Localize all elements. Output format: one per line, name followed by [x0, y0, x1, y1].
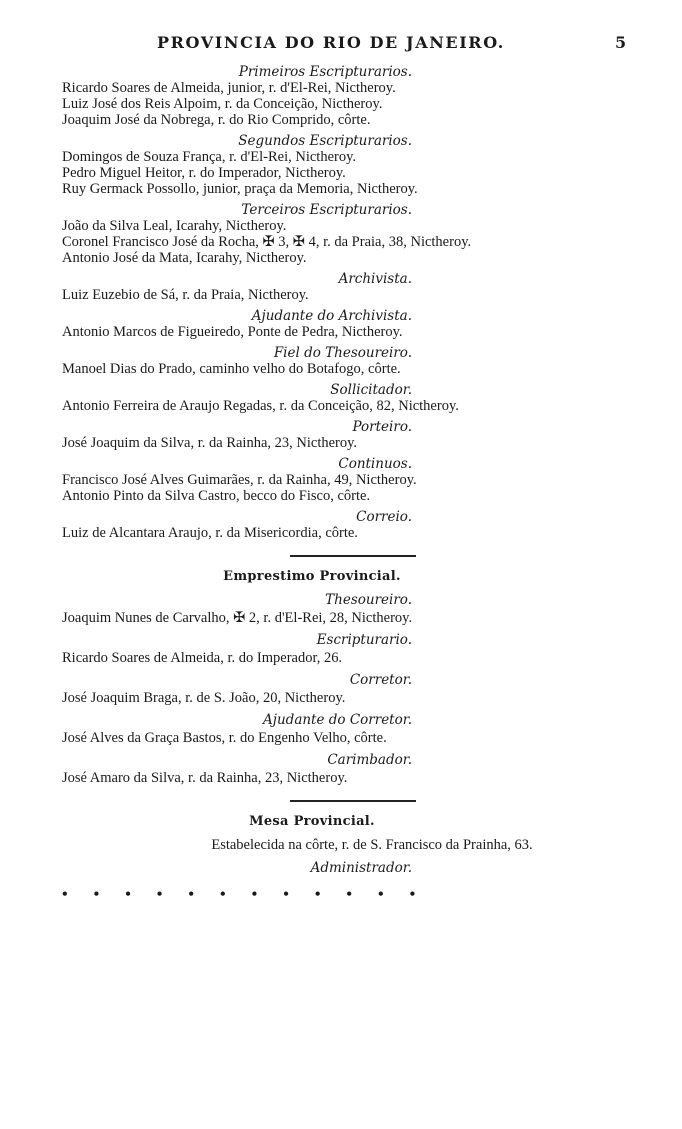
entry: Luiz de Alcantara Araujo, r. da Misericordia, côrte. — [62, 525, 358, 541]
entry: Antonio José da Mata, Icarahy, Nictheroy. — [62, 250, 307, 266]
heading-sollicitador: Sollicitador. — [330, 382, 412, 398]
heading-ajudante-archivista: Ajudante do Archivista. — [251, 308, 412, 324]
section-divider — [290, 555, 416, 557]
entry: Luiz José dos Reis Alpoim, r. da Conceição, Nictheroy. — [62, 96, 383, 112]
heading-carimbador: Carimbador. — [327, 752, 412, 768]
entry: José Joaquim da Silva, r. da Rainha, 23, Nictheroy. — [62, 435, 358, 451]
entry: Luiz Euzebio de Sá, r. da Praia, Nictheroy. — [62, 287, 309, 303]
heading-porteiro: Porteiro. — [352, 419, 412, 435]
entry: Ricardo Soares de Almeida, junior, r. d'El-Rei, Nictheroy. — [62, 80, 396, 96]
heading-terceiros: Terceiros Escripturarios. — [241, 202, 412, 218]
section-divider — [290, 800, 416, 802]
heading-fiel: Fiel do Thesoureiro. — [273, 345, 412, 361]
entry: Coronel Francisco José da Rocha, ✠ 3, ✠ 4, r. da Praia, 38, Nictheroy. — [62, 234, 472, 250]
section-title-emprestimo: Emprestimo Provincial. — [223, 569, 401, 584]
entry: Pedro Miguel Heitor, r. do Imperador, Nictheroy. — [62, 165, 346, 181]
entry: Joaquim José da Nobrega, r. do Rio Comprido, côrte. — [62, 112, 371, 128]
heading-continuos: Continuos. — [338, 456, 412, 472]
entry: João da Silva Leal, Icarahy, Nictheroy. — [62, 218, 287, 234]
heading-escripturario: Escripturario. — [316, 632, 412, 648]
heading-segundos: Segundos Escripturarios. — [238, 133, 412, 149]
heading-corretor: Corretor. — [349, 672, 412, 688]
running-title: PROVINCIA DO RIO DE JANEIRO. — [157, 33, 505, 52]
entry: Antonio Ferreira de Araujo Regadas, r. da Conceição, 82, Nictheroy. — [62, 398, 459, 414]
entry: Francisco José Alves Guimarães, r. da Rainha, 49, Nictheroy. — [62, 472, 417, 488]
heading-primeiros: Primeiros Escripturarios. — [238, 64, 412, 80]
entry: Ricardo Soares de Almeida, r. do Imperador, 26. — [62, 650, 343, 666]
entry: Antonio Pinto da Silva Castro, becco do Fisco, côrte. — [62, 488, 371, 504]
heading-administrador: Administrador. — [310, 860, 412, 876]
page-content — [62, 64, 562, 904]
entry: Antonio Marcos de Figueiredo, Ponte de Pedra, Nictheroy. — [62, 324, 403, 340]
placeholder-dots: • • • • • • • • • • • • — [62, 886, 427, 903]
entry: José Alves da Graça Bastos, r. do Engenho Velho, côrte. — [62, 730, 387, 746]
entry: Manoel Dias do Prado, caminho velho do Botafogo, côrte. — [62, 361, 401, 377]
entry: José Amaro da Silva, r. da Rainha, 23, Nictheroy. — [62, 770, 348, 786]
heading-correio: Correio. — [356, 509, 412, 525]
page-number: 5 — [615, 33, 627, 52]
entry: José Joaquim Braga, r. de S. João, 20, Nictheroy. — [62, 690, 346, 706]
heading-ajudante-corretor: Ajudante do Corretor. — [263, 712, 412, 728]
mesa-established: Estabelecida na côrte, r. de S. Francisco da Prainha, 63. — [211, 837, 533, 853]
heading-thesoureiro: Thesoureiro. — [325, 592, 412, 608]
heading-archivista: Archivista. — [338, 271, 412, 287]
entry: Ruy Germack Possollo, junior, praça da Memoria, Nictheroy. — [62, 181, 418, 197]
entry: Domingos de Souza França, r. d'El-Rei, Nictheroy. — [62, 149, 357, 165]
page-header — [0, 33, 682, 59]
section-title-mesa: Mesa Provincial. — [249, 814, 375, 829]
entry: Joaquim Nunes de Carvalho, ✠ 2, r. d'El-Rei, 28, Nictheroy. — [62, 610, 413, 626]
